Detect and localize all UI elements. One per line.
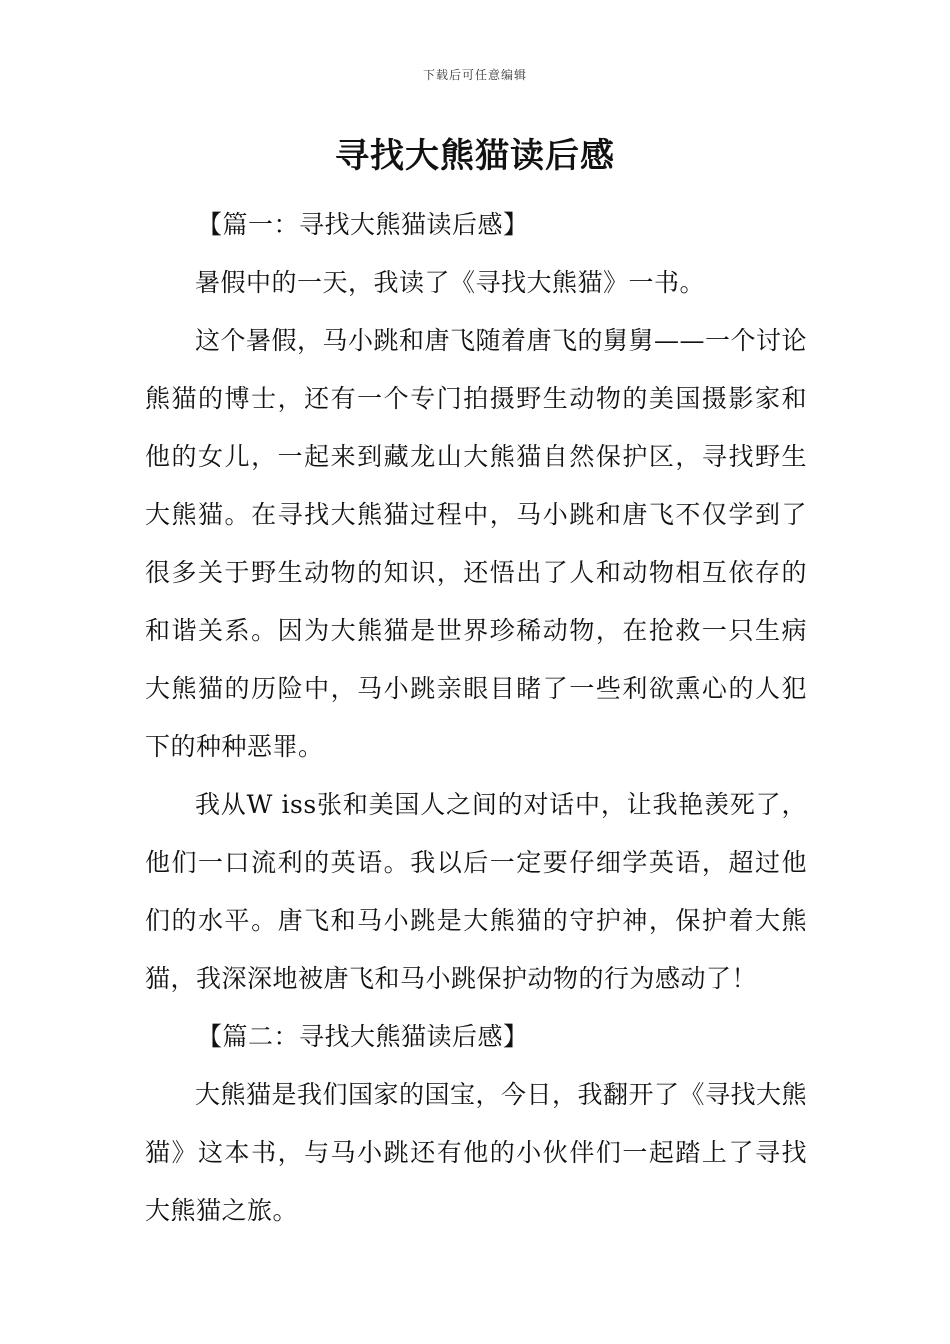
document-title: 寻找大熊猫读后感 (335, 136, 615, 176)
section-heading-1: 【篇一：寻找大熊猫读后感】 (197, 210, 529, 239)
paragraph: 暑假中的一天，我读了《寻找大熊猫》一书。 (195, 268, 706, 297)
section-heading-2: 【篇二：寻找大熊猫读后感】 (197, 1022, 529, 1051)
header-note: 下载后可任意编辑 (422, 68, 527, 82)
paragraph: 这个暑假，马小跳和唐飞随着唐飞的舅舅——一个讨论熊猫的博士，还有一个专门拍摄野生动物的美国摄影家和他的女儿，一起来到藏龙山大熊猫自然保护区，寻找野生大熊猫。在寻找大熊猫过程中，马小跳和唐飞不仅学到了很多关于野生动物的知识，还悟出了人和动物相互依存的和谐关系。因为大熊猫是世界珍稀动物，在抢救一只生病大熊猫的历险中，马小跳亲眼目睹了一些利欲熏心的人犯下的种种恶罪。 (145, 326, 808, 761)
paragraph: 我从W iss张和美国人之间的对话中，让我艳羡死了，他们一口流利的英语。我以后一定要仔细学英语，超过他们的水平。唐飞和马小跳是大熊猫的守护神，保护着大熊猫，我深深地被唐飞和马小跳保护动物的行为感动了！ (145, 790, 807, 993)
paragraph: 大熊猫是我们国家的国宝，今日，我翻开了《寻找大熊猫》这本书，与马小跳还有他的小伙伴们一起踏上了寻找大熊猫之旅。 (145, 1080, 808, 1225)
document-body (145, 196, 807, 1240)
